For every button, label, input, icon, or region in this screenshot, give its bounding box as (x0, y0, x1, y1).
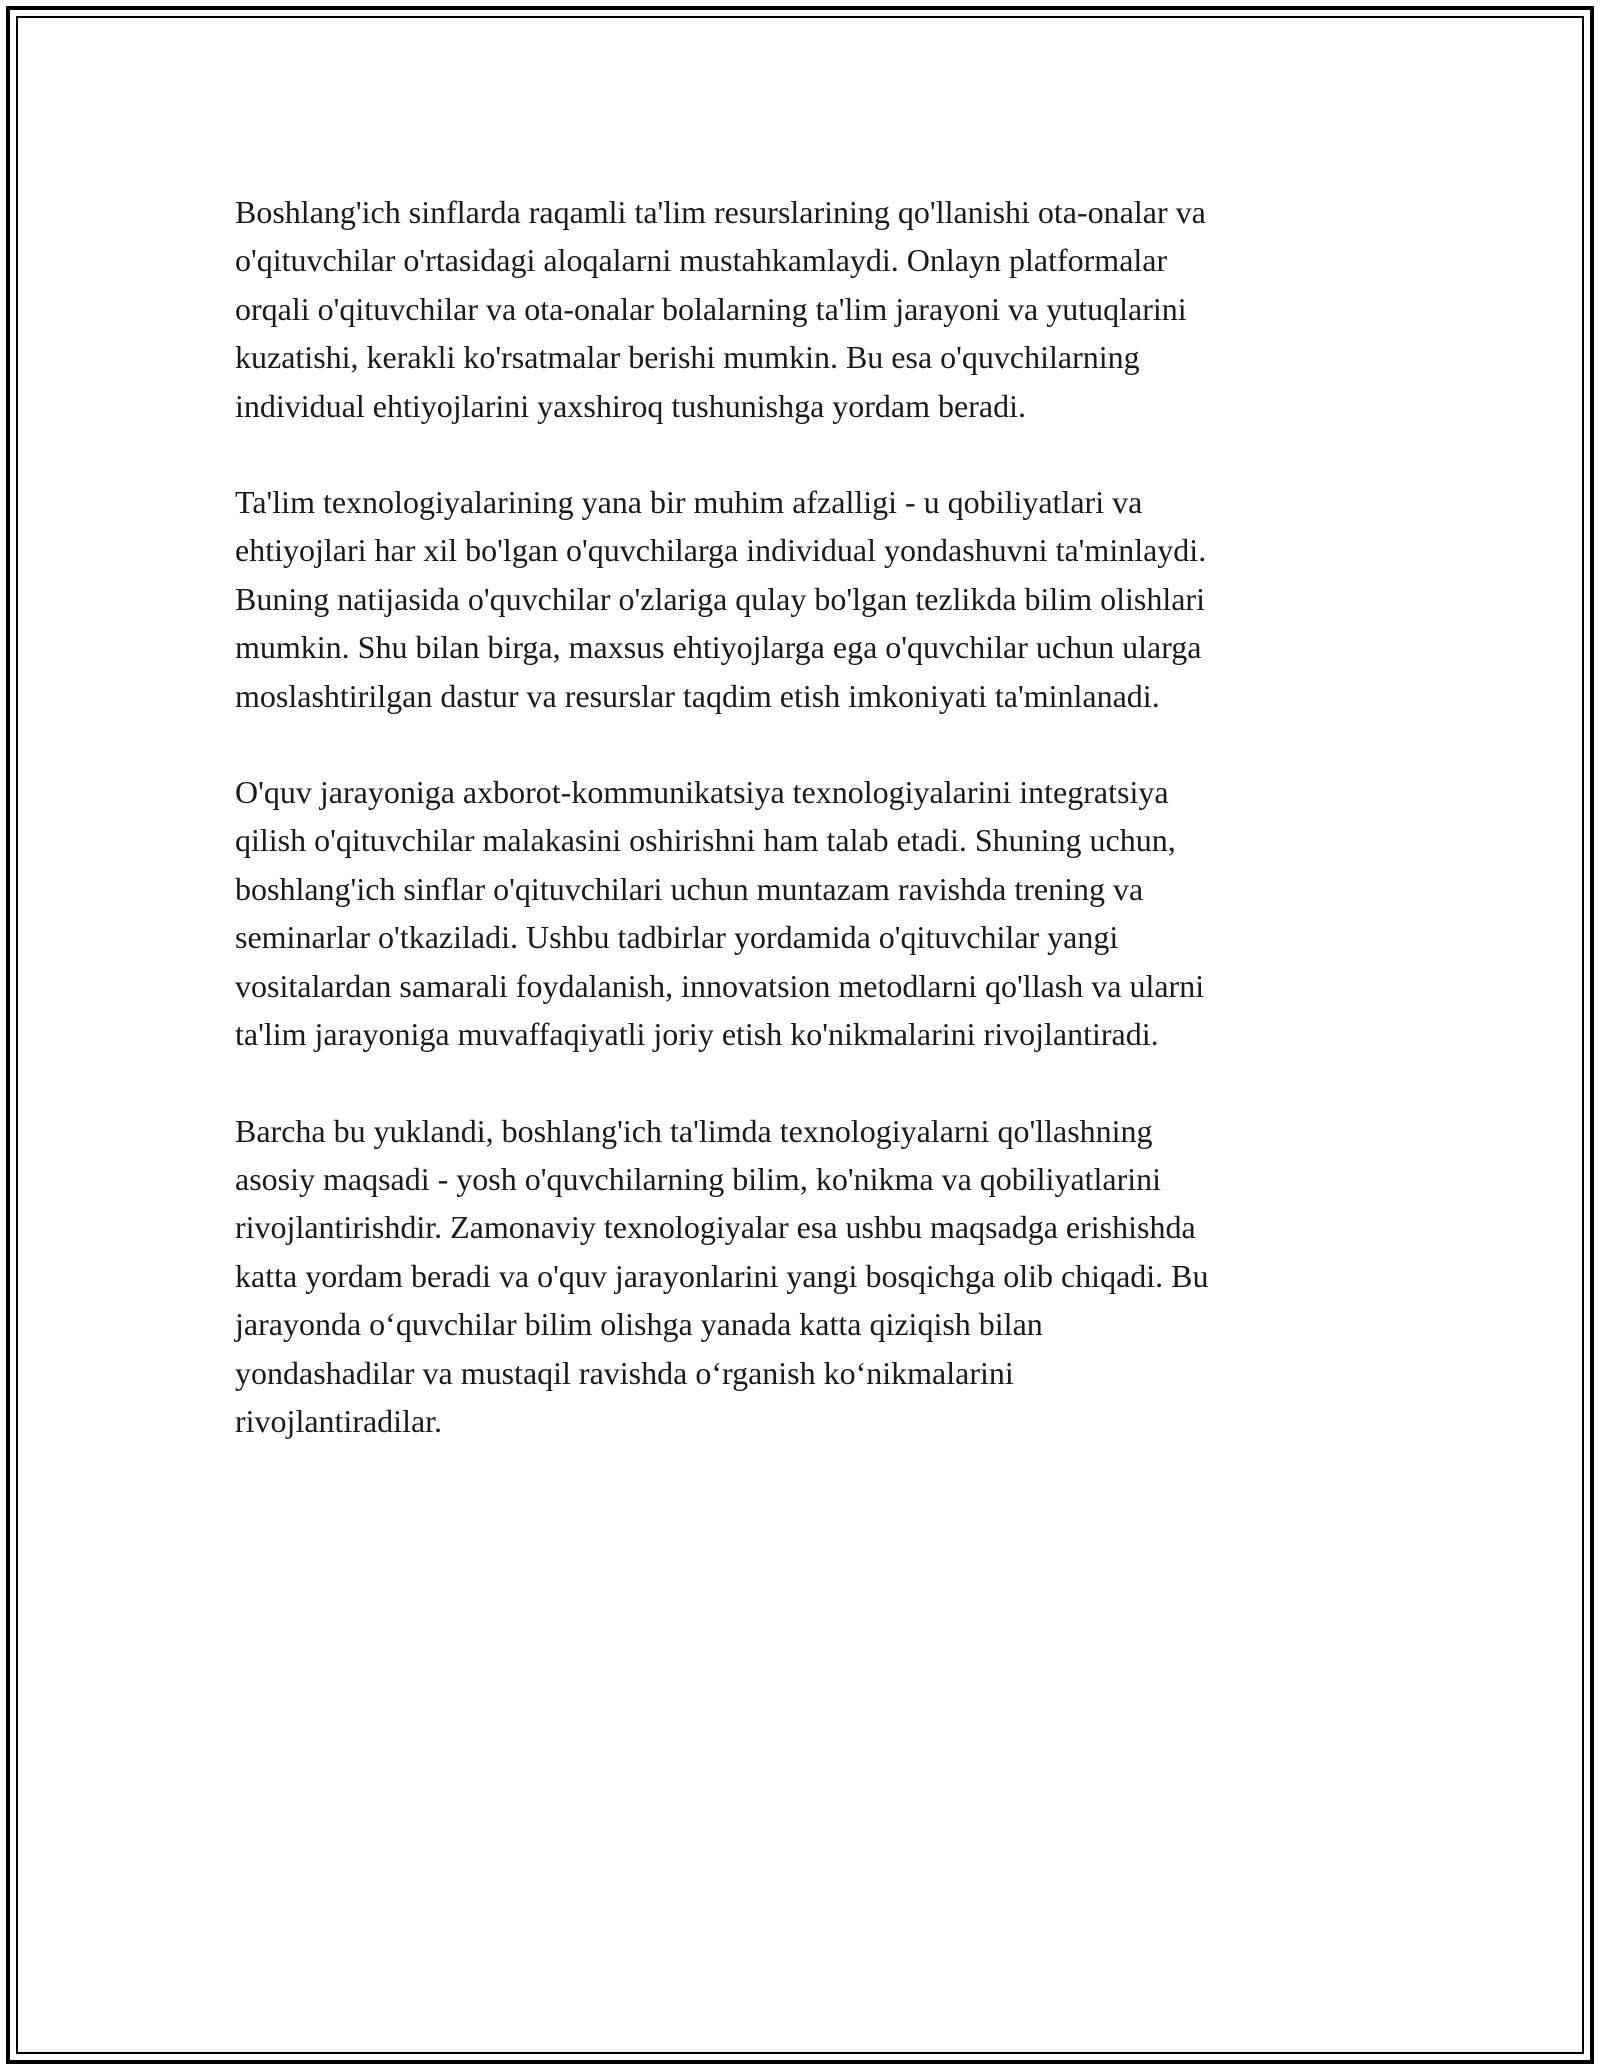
text-line: jarayonda o‘quvchilar bilim olishga yanada katta qiziqish bilan (235, 1306, 1043, 1343)
text-line: boshlang'ich sinflar o'qituvchilari uchun muntazam ravishda trening va (235, 870, 1144, 907)
text-line: Buning natijasida o'quvchilar o'zlariga qulay bo'lgan tezlikda bilim olishlari (235, 580, 1205, 617)
text-line: orqali o'qituvchilar va ota-onalar bolalarning ta'lim jarayoni va yutuqlarini (235, 290, 1187, 327)
text-line: qilish o'qituvchilar malakasini oshirishni ham talab etadi. Shuning uchun, (235, 822, 1176, 859)
text-line: O'quv jarayoniga axborot-kommunikatsiya texnologiyalarini integratsiya (235, 774, 1169, 811)
text-line: mumkin. Shu bilan birga, maxsus ehtiyojlarga ega o'quvchilar uchun ularga (235, 629, 1202, 666)
paragraph-3 (235, 768, 1365, 1058)
text-line: Ta'lim texnologiyalarining yana bir muhim afzalligi - u qobiliyatlari va (235, 484, 1143, 521)
text-line: vositalardan samarali foydalanish, innovatsion metodlarni qo'llash va ularni (235, 967, 1205, 1004)
text-line: Barcha bu yuklandi, boshlang'ich ta'limda texnologiyalarni qo'llashning (235, 1112, 1153, 1149)
paragraph-4 (235, 1107, 1365, 1446)
text-line: Boshlang'ich sinflarda raqamli ta'lim resurslarining qo'llanishi ota-onalar va (235, 194, 1206, 230)
text-line: asosiy maqsadi - yosh o'quvchilarning bilim, ko'nikma va qobiliyatlarini (235, 1160, 1162, 1197)
text-line: individual ehtiyojlarini yaxshiroq tushunishga yordam beradi. (235, 387, 1026, 424)
text-line: ehtiyojlari har xil bo'lgan o'quvchilarga individual yondashuvni ta'minlaydi. (235, 532, 1207, 569)
document-body (235, 188, 1365, 1493)
paragraph-1 (235, 188, 1365, 430)
text-line: yondashadilar va mustaqil ravishda o‘rganish ko‘nikmalarini (235, 1354, 1014, 1391)
text-line: seminarlar o'tkaziladi. Ushbu tadbirlar yordamida o'qituvchilar yangi (235, 919, 1119, 956)
text-line: katta yordam beradi va o'quv jarayonlarini yangi bosqichga olib chiqadi. Bu (235, 1257, 1209, 1294)
text-line: kuzatishi, kerakli ko'rsatmalar berishi mumkin. Bu esa o'quvchilarning (235, 339, 1140, 376)
text-line: rivojlantiradilar. (235, 1402, 443, 1439)
text-line: o'qituvchilar o'rtasidagi aloqalarni mustahkamlaydi. Onlayn platformalar (235, 242, 1168, 279)
text-line: rivojlantirishdir. Zamonaviy texnologiyalar esa ushbu maqsadga erishishda (235, 1209, 1196, 1246)
text-line: moslashtirilgan dastur va resurslar taqdim etish imkoniyati ta'minlanadi. (235, 677, 1160, 714)
paragraph-2 (235, 478, 1365, 720)
text-line: ta'lim jarayoniga muvaffaqiyatli joriy etish ko'nikmalarini rivojlantiradi. (235, 1016, 1159, 1053)
